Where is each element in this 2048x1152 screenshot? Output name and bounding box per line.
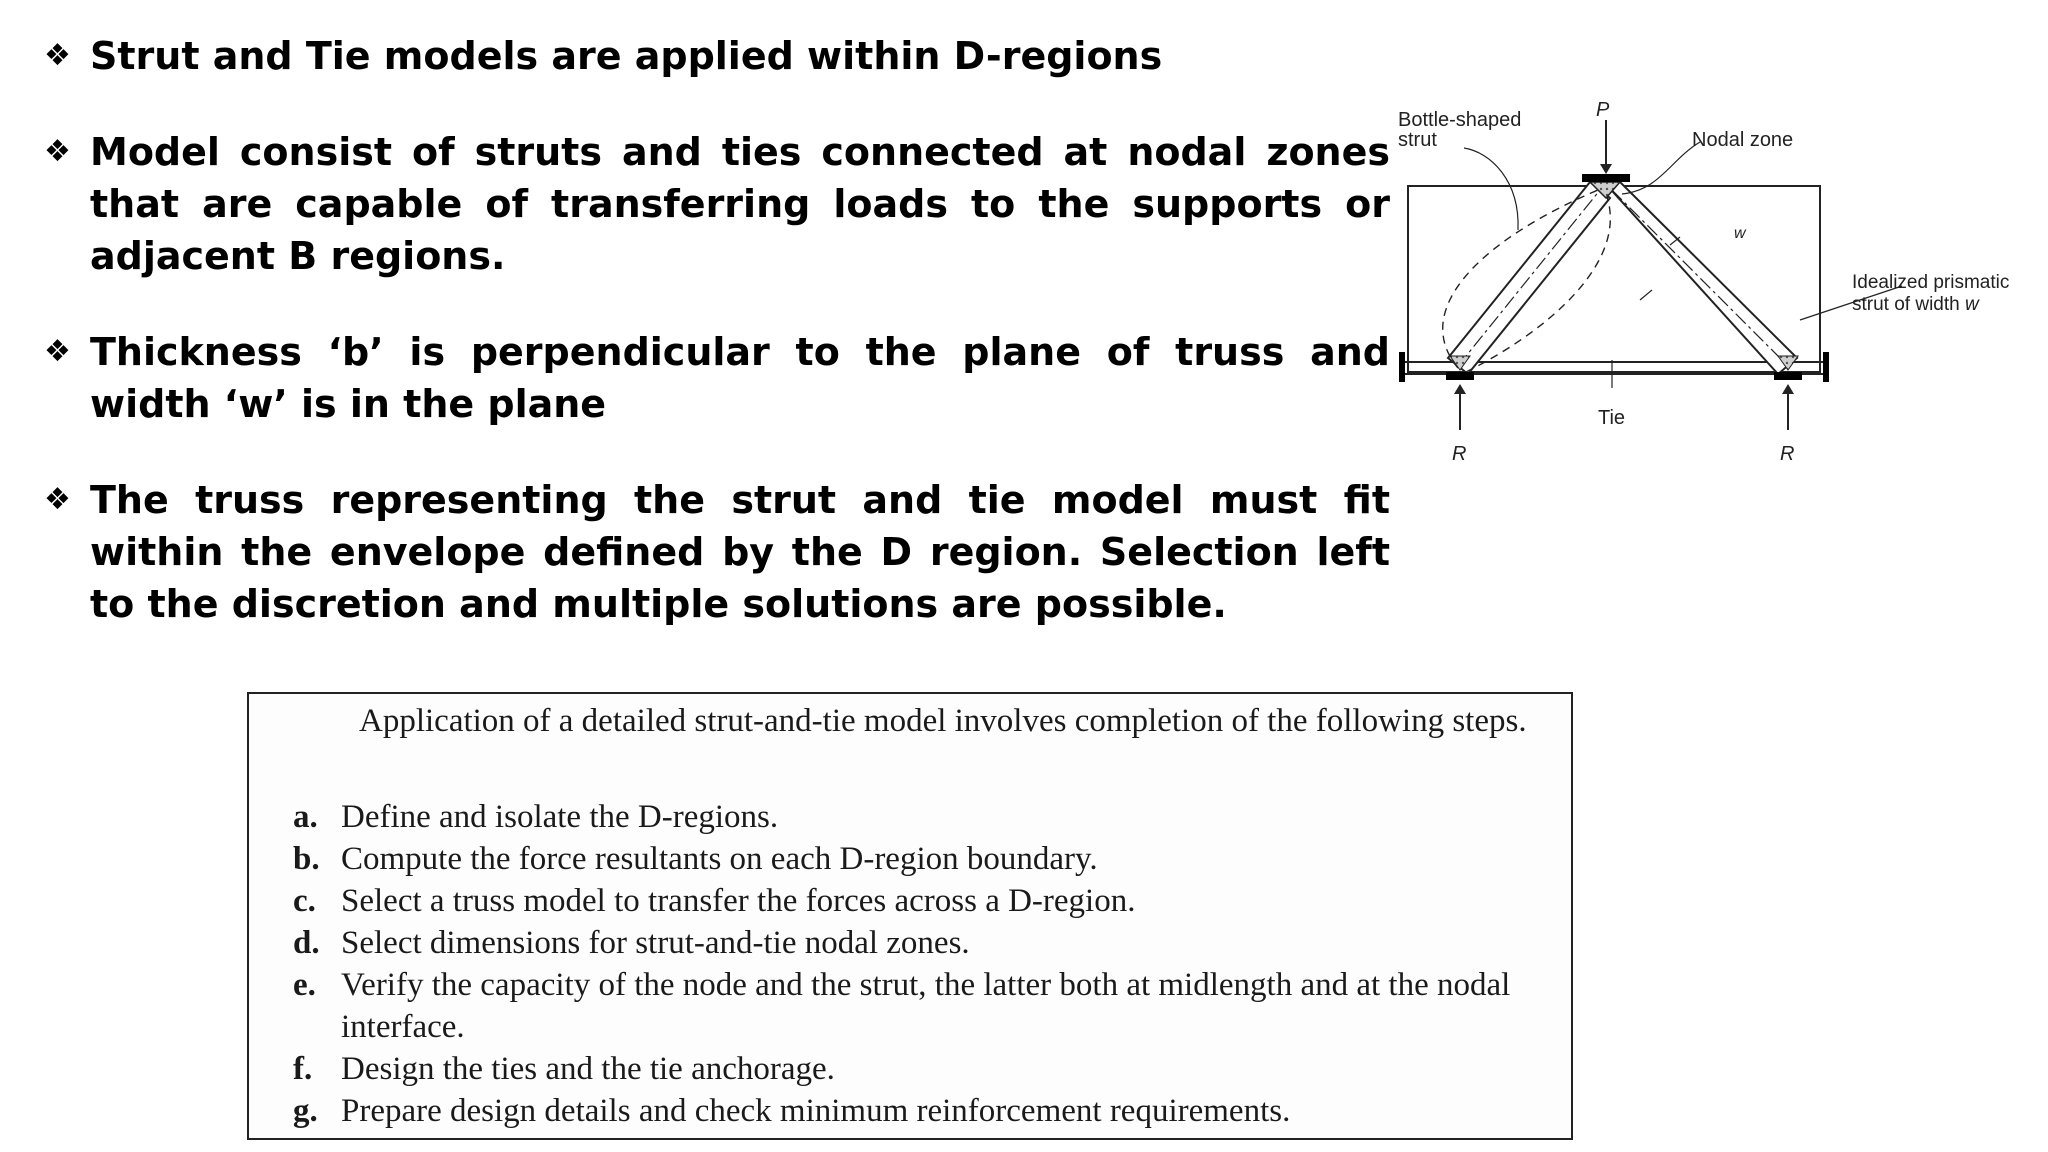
step-list: [293, 796, 1553, 1132]
label-tie: Tie: [1598, 407, 1626, 429]
list-item: [293, 964, 1553, 1048]
steps-box: [247, 692, 1573, 1140]
step-letter: e.: [293, 967, 316, 1003]
bullet-text: Thickness ‘b’ is perpendicular to the plane of truss and width ‘w’ is in the plane: [90, 330, 1390, 426]
label-strut-of-width: strut of width: [1852, 294, 1960, 315]
strut-tie-svg: [1370, 90, 2040, 490]
step-letter: b.: [293, 841, 320, 877]
bullet-item: [44, 30, 1340, 82]
diamond-bullet-icon: ❖: [44, 134, 71, 169]
support-plate-left: [1446, 372, 1474, 380]
step-text: Define and isolate the D-regions.: [341, 799, 779, 835]
step-text: Prepare design details and check minimum reinforcement requirements.: [341, 1093, 1291, 1129]
strut-tie-diagram: [1370, 90, 2040, 490]
label-r-right: R: [1780, 443, 1795, 465]
step-letter: d.: [293, 925, 320, 961]
diamond-bullet-icon: ❖: [44, 38, 71, 73]
label-w-italic: w: [1965, 294, 1979, 315]
step-text: Design the ties and the tie anchorage.: [341, 1051, 835, 1087]
label-strut: strut: [1398, 129, 1437, 151]
leader-bottle: [1464, 148, 1518, 230]
list-item: [293, 922, 1553, 964]
step-letter: g.: [293, 1093, 318, 1129]
bullet-item: [44, 326, 1390, 430]
label-idealized-prismatic: Idealized prismatic: [1852, 272, 2010, 293]
diamond-bullet-icon: ❖: [44, 334, 71, 369]
label-p: P: [1596, 99, 1610, 121]
list-item: [293, 1048, 1553, 1090]
list-item: [293, 880, 1553, 922]
step-letter: a.: [293, 799, 318, 835]
support-plate-right: [1774, 372, 1802, 380]
load-bearing-plate: [1582, 174, 1630, 182]
steps-intro-text: Application of a detailed strut-and-tie model involves completion of the following steps.: [359, 703, 1527, 739]
bullet-item: [44, 126, 1390, 282]
steps-intro: [273, 698, 1553, 744]
step-text: Compute the force resultants on each D-region boundary.: [341, 841, 1098, 877]
label-w: w: [1734, 225, 1746, 242]
bullet-text: Model consist of struts and ties connected at nodal zones that are capable of transferring loads to the supports or adjacent B regions.: [90, 130, 1390, 278]
step-letter: f.: [293, 1051, 313, 1087]
svg-text:strut of width w: [1852, 294, 1980, 315]
bullet-list: [44, 30, 1390, 674]
list-item: [293, 796, 1553, 838]
list-item: [293, 838, 1553, 880]
label-nodal-zone: Nodal zone: [1692, 129, 1794, 151]
label-r-left: R: [1452, 443, 1467, 465]
diamond-bullet-icon: ❖: [44, 482, 71, 517]
list-item: [293, 1090, 1553, 1132]
bullet-text: Strut and Tie models are applied within D-regions: [90, 34, 1163, 78]
step-text: Verify the capacity of the node and the strut, the latter both at midlength and at the nodal interface.: [341, 967, 1511, 1045]
load-arrowhead: [1600, 164, 1612, 174]
bullet-item: [44, 474, 1390, 630]
label-bottle-shaped: Bottle-shaped: [1398, 109, 1522, 131]
step-text: Select dimensions for strut-and-tie nodal zones.: [341, 925, 970, 961]
step-text: Select a truss model to transfer the forces across a D-region.: [341, 883, 1136, 919]
bullet-text: The truss representing the strut and tie model must fit within the envelope defined by the D region. Selection left to the discretion and multiple solutions are possible.: [90, 478, 1390, 626]
step-letter: c.: [293, 883, 316, 919]
